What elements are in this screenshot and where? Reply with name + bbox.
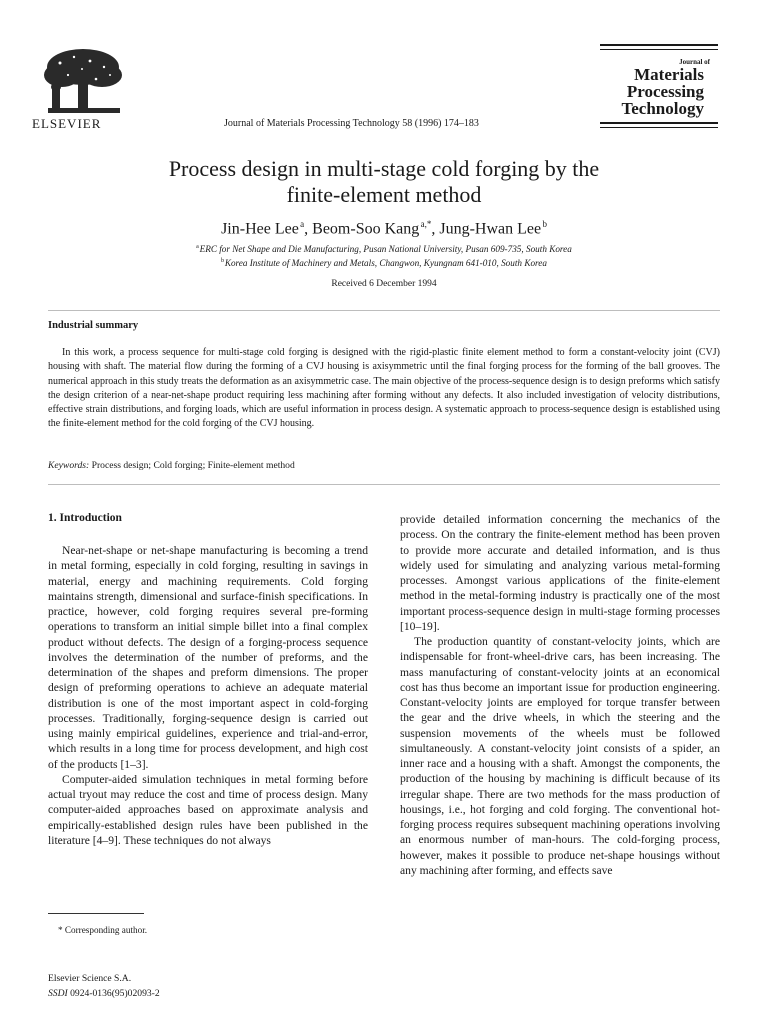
publisher-footer — [48, 971, 160, 1001]
paragraph: provide detailed information concerning the mechanics of the process. On the contrary the finite-element method has been proven to provide more accurate and detailed information, and is thus widely used for simulating and analyzing various metal-forming processes. Amongst various applications of the finite-element method in the metal-forming industry is practically one of the most important process-sequence design in multi-stage forming processes [10–19]. — [400, 513, 720, 633]
elsevier-tree-logo-icon — [40, 45, 126, 117]
paragraph: Computer-aided simulation techniques in metal forming before actual tryout may reduce the cost and time of process design. Many computer-aided approaches based on approximate analysis and empirically-established design rules have been published in the literature [4–9]. These techniques do not always — [48, 772, 368, 847]
author-name: Beom-Soo Kang — [312, 220, 420, 238]
summary-text: In this work, a process sequence for multi-stage cold forging is designed with the rigid-plastic finite element method to form a constant-velocity joint (CVJ) housing with shaft. The material flow during the forming of a CVJ housing is axisymmetric until the final forging process for the forming of the ball grooves. The numerical approach in this study treats the deformation as an axisymmetric case. The main objective of the process-sequence design is to design preforms which satisfy the design criterion of a near-net-shape product requiring less machining after forming without any defects. It also included investigation of velocity distributions, effective strain distributions, and forging loads, which are useful information in process design. A systematic approach to process-sequence design is established using the finite-element method for the cold forging of the CVJ housing. — [48, 347, 720, 430]
keywords-list: Process design; Cold forging; Finite-element method — [91, 460, 295, 471]
author-sup: a — [300, 219, 305, 229]
journal-citation: Journal of Materials Processing Technology 58 (1996) 174–183 — [224, 118, 479, 129]
keywords-label: Keywords: — [48, 460, 90, 471]
section-heading: 1. Introduction — [48, 512, 122, 524]
divider — [48, 484, 720, 485]
author-name: Jin-Hee Lee — [221, 220, 299, 238]
ssdi-line: SSDI 0924-0136(95)02093-2 — [48, 988, 160, 999]
author-sup: a,* — [420, 219, 432, 229]
article-title: Process design in multi-stage cold forging by the finite-element method — [168, 156, 600, 207]
author-sup: b — [542, 219, 547, 229]
affiliation: $^b$ Korea Institute of Machinery and Metals, Changwon, Kyungnam 641-010, South Korea — [221, 258, 547, 269]
divider — [48, 310, 720, 311]
footnote-rule — [48, 913, 144, 914]
publisher-line: Elsevier Science S.A. — [48, 973, 132, 984]
summary-heading: Industrial summary — [48, 320, 139, 331]
paragraph: The production quantity of constant-velocity joints, which are indispensable for front-wheel-drive cars, has been increasing. The mass manufacturing of constant-velocity joints at an economical cost has thus become an important issue for production engineering. Constant-velocity joints are employed for torque transfer between the gear and the drive wheels, in which the steering and the suspension movements of the wheels must be followed simultaneously. A constant-velocity joint consists of a spider, an inner race and a housing with a shaft. Amongst the components, the production of the housing by machining is difficult because of its irregular shape. There are two methods for the mass production of housings, i.e., hot forging and cold forging. The conventional hot-forging process requires subsequent machining operations involving an enormous number of man-hours. The cold-forging process, however, makes it possible to produce net-shape housings without any machining after forming, and effects save — [400, 635, 720, 877]
masthead-title: Materials Processing Technology — [621, 65, 704, 118]
received-date: Received 6 December 1994 — [331, 279, 437, 289]
author-list: Jin-Hee Lee $^a$, Beom-Soo Kang $^{a,*}$, Jung-Hwan Lee $^b$ — [221, 219, 547, 238]
affiliation: $^a$ ERC for Net Shape and Die Manufacturing, Pusan National University, Pusan 609-735, South Korea — [196, 244, 572, 255]
masthead-journal-of: Journal of — [679, 58, 710, 66]
footnote: * Corresponding author. — [58, 925, 148, 935]
author-name: Jung-Hwan Lee — [439, 220, 542, 238]
left-column — [48, 543, 368, 848]
right-column — [400, 512, 720, 878]
publisher-name: ELSEVIER — [32, 116, 102, 131]
keywords — [48, 460, 295, 471]
paragraph: Near-net-shape or net-shape manufacturing is becoming a trend in metal forming, especially in cold forging, resulting in savings in material, energy and machining requirements. Cold forging maintains strength, dimensional and surface-finish specifications. In practice, however, cold forging requires several pre-forming operations to transform an initial simple billet into a final complex product without defects. The design of a forging-process sequence involves the determination of the number of preforms, and the determination of the shapes and preform dimensions. The proper design of preforming operations to achieve an adequate material distribution is one of the most important aspect in cold-forging processes. Traditionally, forging-sequence design is carried out using mainly empirical guidelines, experience and trial-and-error, which results in a long time for process development, and high cost of the products [1–3]. — [48, 544, 368, 771]
